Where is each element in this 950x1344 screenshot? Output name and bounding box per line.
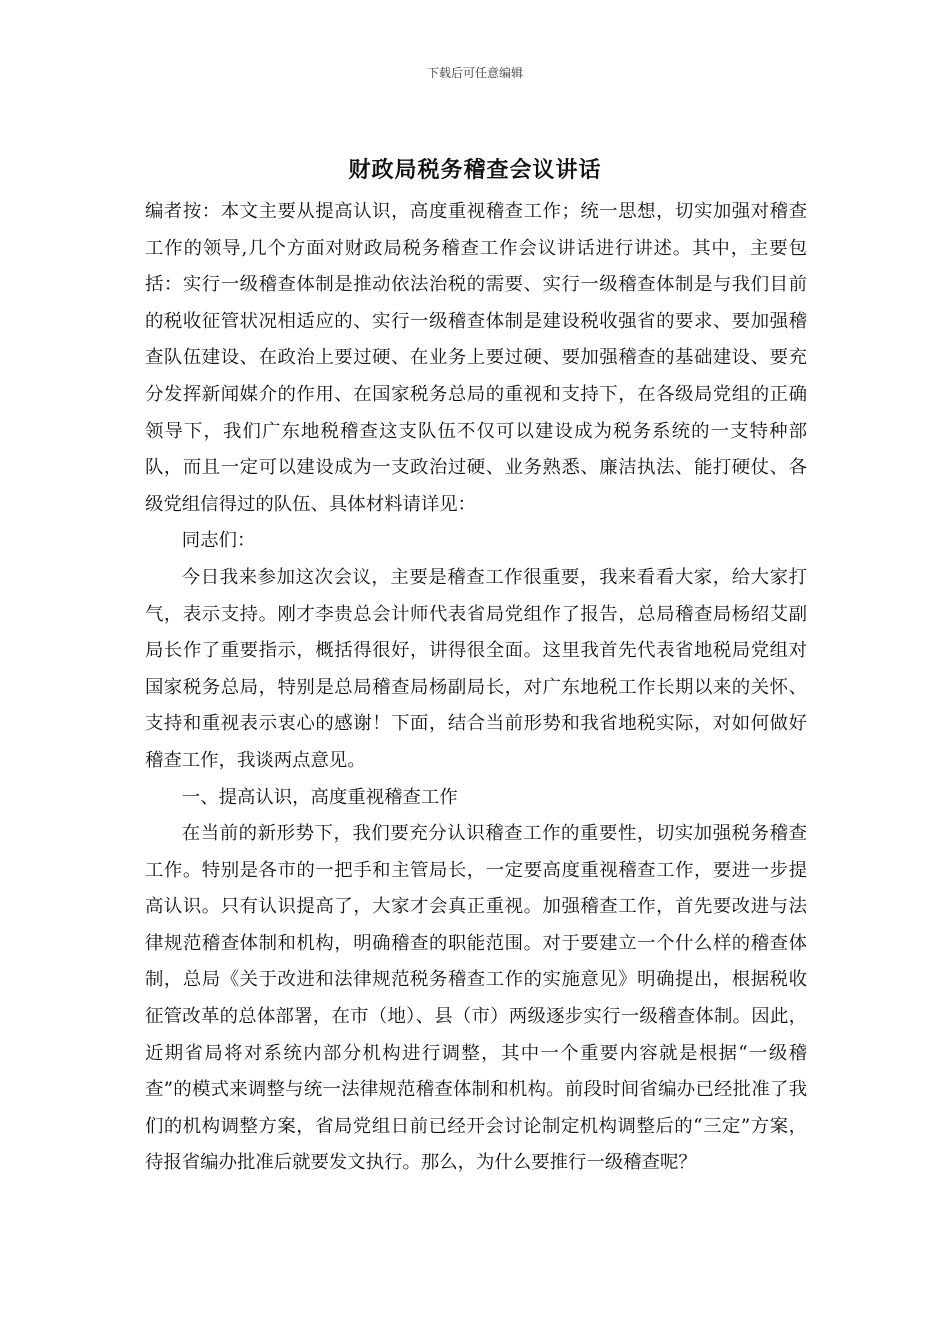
document-body xyxy=(145,194,807,1182)
salutation-paragraph: 同志们： xyxy=(181,530,256,552)
editor-note-paragraph: 编者按：本文主要从提高认识，高度重视稽查工作；统一思想，切实加强对稽查工作的领导,几个方面对财政局税务稽查工作会议讲话进行讲述。其中，主要包括：实行一级稽查体制是推动依法治税的需要、实行一级稽查体制是与我们目前的税收征管状况相适应的、实行一级稽查体制是建设税收强省的要求、要加强稽查队伍建设、在政治上要过硬、在业务上要过硬、要加强稽查的基础建设、要充分发挥新闻媒介的作用、在国家税务总局的重视和支持下，在各级局党组的正确领导下，我们广东地税稽查这支队伍不仅可以建设成为税务系统的一支特种部队，而且一定可以建设成为一支政治过硬、业务熟悉、廉洁执法、能打硬仗、各级党组信得过的队伍、具体材料请详见： xyxy=(145,201,807,515)
section-heading-1: 一、提高认识，高度重视稽查工作 xyxy=(181,786,458,808)
body-paragraph-intro: 今日我来参加这次会议，主要是稽查工作很重要，我来看看大家，给大家打气，表示支持。刚才李贵总会计师代表省局党组作了报告，总局稽查局杨绍艾副局长作了重要指示，概括得很好，讲得很全面。这里我首先代表省地税局党组对国家税务总局，特别是总局稽查局杨副局长，对广东地税工作长期以来的关怀、支持和重视表示衷心的感谢！下面，结合当前形势和我省地税实际，对如何做好稽查工作，我谈两点意见。 xyxy=(145,566,807,771)
body-paragraph-section-1: 在当前的新形势下，我们要充分认识稽查工作的重要性，切实加强税务稽查工作。特别是各市的一把手和主管局长，一定要高度重视稽查工作，要进一步提高认识。只有认识提高了，大家才会真正重视。加强稽查工作，首先要改进与法律规范稽查体制和机构，明确稽查的职能范围。对于要建立一个什么样的稽查体制，总局《关于改进和法律规范税务稽查工作的实施意见》明确提出，根据税收征管改革的总体部署，在市（地）、县（市）两级逐步实行一级稽查体制。因此，近期省局将对系统内部分机构进行调整，其中一个重要内容就是根据“一级稽查”的模式来调整与统一法律规范稽查体制和机构。前段时间省编办已经批准了我们的机构调整方案，省局党组日前已经开会讨论制定机构调整后的“三定”方案，待报省编办批准后就要发文执行。那么，为什么要推行一级稽查呢？ xyxy=(145,823,807,1174)
document-title: 财政局税务稽查会议讲话 xyxy=(348,157,602,183)
page-header-note: 下载后可任意编辑 xyxy=(426,66,523,80)
